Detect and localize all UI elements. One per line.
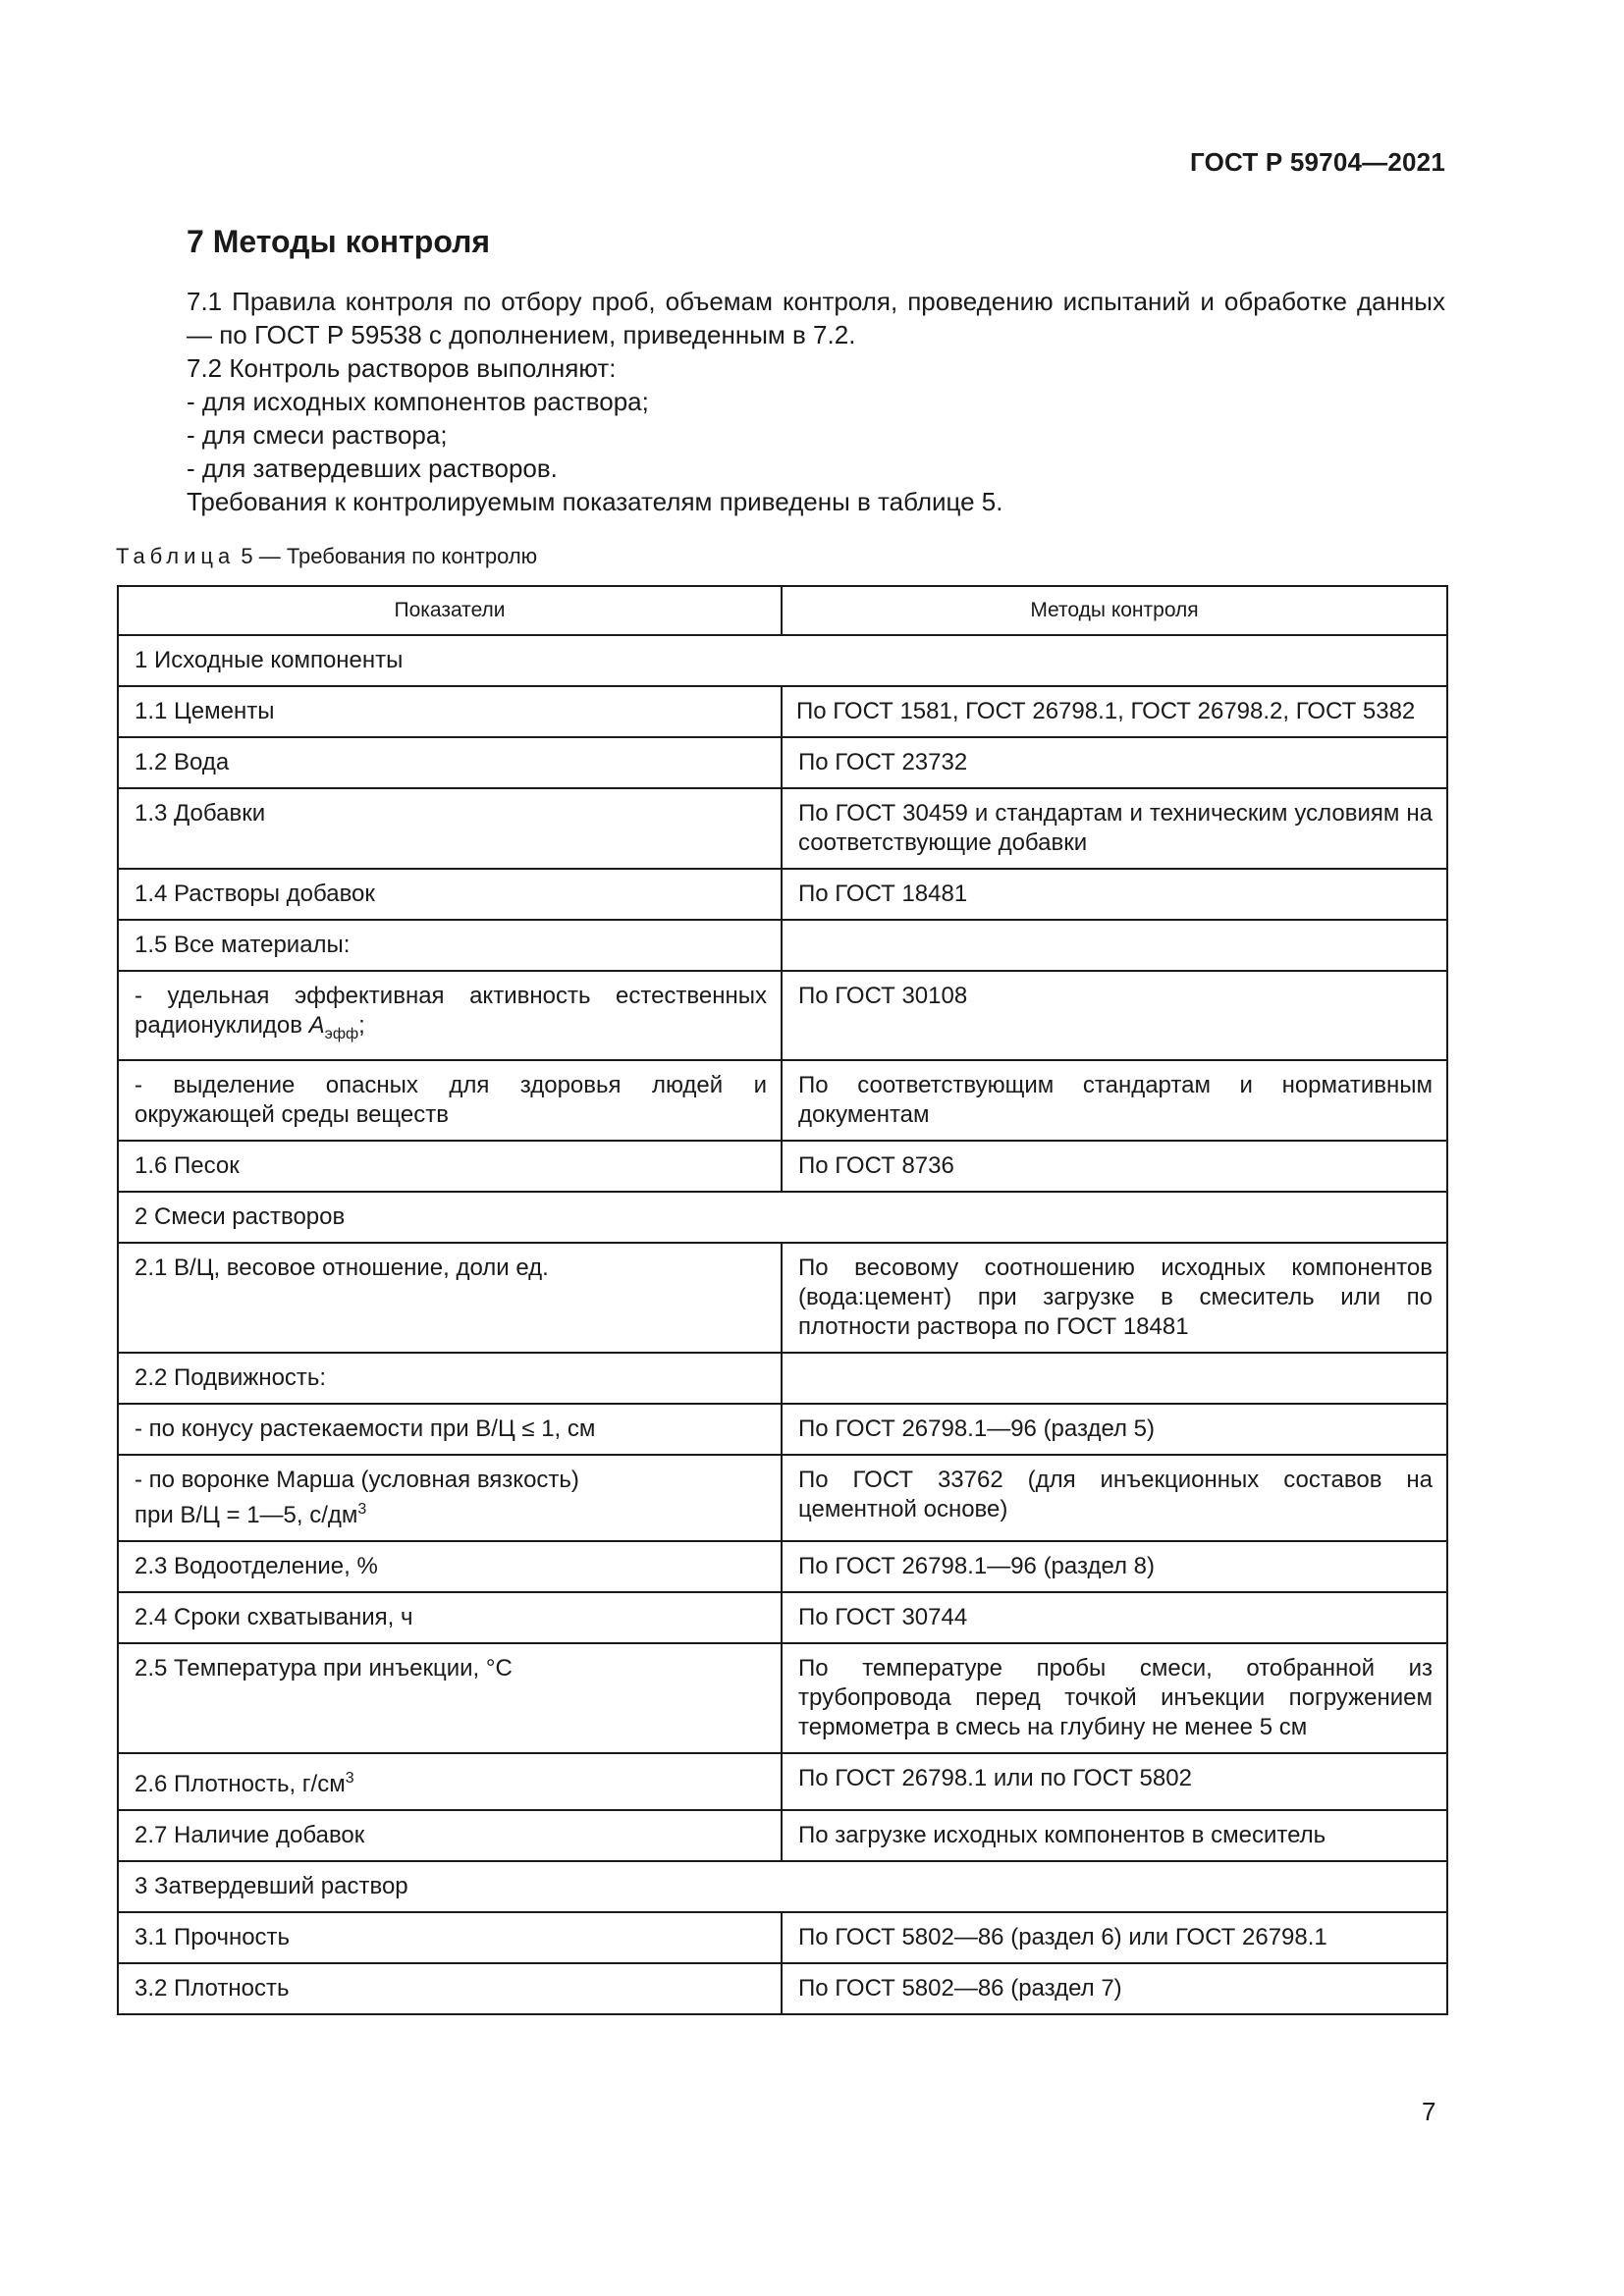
table-row (118, 1141, 1447, 1192)
activity-subscript: эфф (324, 1025, 359, 1042)
requirements-table (117, 585, 1448, 2015)
header-methods: Методы контроля (782, 586, 1447, 635)
paragraph-7-2: 7.2 Контроль растворов выполняют: (187, 353, 617, 383)
table-row (118, 920, 1447, 971)
indicator-cell: 1.4 Растворы добавок (118, 869, 782, 920)
method-cell: По загрузке исходных компонентов в смеситель (782, 1810, 1447, 1861)
table-row (118, 1753, 1447, 1810)
list-item: - для затвердевших растворов. (187, 454, 558, 483)
method-cell: По ГОСТ 30744 (782, 1592, 1447, 1643)
section-cell: 2 Смеси растворов (118, 1192, 1447, 1243)
table-row (118, 737, 1447, 788)
table-caption (116, 544, 537, 569)
table-row (118, 1455, 1447, 1541)
table-row (118, 1353, 1447, 1404)
table-section-row (118, 1192, 1447, 1243)
indicator-cell (118, 971, 782, 1060)
document-code: ГОСТ Р 59704—2021 (1190, 147, 1445, 177)
indicator-text-end: ; (358, 1012, 365, 1039)
method-cell: По ГОСТ 26798.1 или по ГОСТ 5802 (782, 1753, 1447, 1810)
indicator-cell: 2.3 Водоотделение, % (118, 1541, 782, 1592)
table-row (118, 869, 1447, 920)
page-number: 7 (1422, 2097, 1436, 2126)
indicator-cell: 2.5 Температура при инъекции, °С (118, 1643, 782, 1753)
method-cell: По ГОСТ 30108 (782, 971, 1447, 1060)
table-row (118, 1404, 1447, 1455)
indicator-cell: 1.2 Вода (118, 737, 782, 788)
method-cell: По ГОСТ 23732 (782, 737, 1447, 788)
indicator-cell: 3.2 Плотность (118, 1963, 782, 2014)
indicator-cell: - выделение опасных для здоровья людей и окружающей среды веществ (118, 1060, 782, 1141)
indicator-cell: 1.1 Цементы (118, 686, 782, 737)
method-cell (782, 1353, 1447, 1404)
table-row (118, 1541, 1447, 1592)
indicator-text: при В/Ц = 1—5, с/дм (135, 1501, 358, 1528)
indicator-cell: 3.1 Прочность (118, 1912, 782, 1963)
indicator-cell: 1.5 Все материалы: (118, 920, 782, 971)
table-row (118, 686, 1447, 737)
table-header-row (118, 586, 1447, 635)
method-cell: По ГОСТ 5802—86 (раздел 7) (782, 1963, 1447, 2014)
indicator-text: 2.6 Плотность, г/см (135, 1770, 346, 1797)
table-section-row (118, 1861, 1447, 1912)
activity-symbol: А (308, 1012, 325, 1039)
table-row (118, 1643, 1447, 1753)
unit-superscript: 3 (357, 1500, 367, 1518)
method-cell: По ГОСТ 8736 (782, 1141, 1447, 1192)
method-cell: По соответствующим стандартам и нормативным документам (782, 1060, 1447, 1141)
paragraph-7-1 (116, 285, 1445, 351)
table-row (118, 1912, 1447, 1963)
method-cell: По ГОСТ 26798.1—96 (раздел 5) (782, 1404, 1447, 1455)
section-cell: 1 Исходные компоненты (118, 635, 1447, 686)
indicator-cell: 1.6 Песок (118, 1141, 782, 1192)
method-cell: По ГОСТ 18481 (782, 869, 1447, 920)
indicator-cell: 1.3 Добавки (118, 788, 782, 869)
table-row (118, 1060, 1447, 1141)
indicator-text: - удельная эффективная активность естественных радионуклидов (135, 983, 767, 1039)
table-section-row (118, 635, 1447, 686)
indicator-cell (118, 1455, 782, 1541)
header-indicators: Показатели (118, 586, 782, 635)
section-title: 7 Методы контроля (187, 224, 491, 259)
method-cell (782, 920, 1447, 971)
table-row (118, 788, 1447, 869)
list-item: - для смеси раствора; (187, 420, 448, 450)
table-row (118, 1810, 1447, 1861)
method-cell: По ГОСТ 26798.1—96 (раздел 8) (782, 1541, 1447, 1592)
table-row (118, 1592, 1447, 1643)
method-cell: По ГОСТ 30459 и стандартам и техническим условиям на соответствующие добавки (782, 788, 1447, 869)
indicator-cell: 2.1 В/Ц, весовое отношение, доли ед. (118, 1243, 782, 1353)
method-cell: По ГОСТ 33762 (для инъекционных составов на цементной основе) (782, 1455, 1447, 1541)
unit-superscript: 3 (345, 1769, 354, 1787)
table-row (118, 1963, 1447, 2014)
indicator-cell: 2.7 Наличие добавок (118, 1810, 782, 1861)
section-cell: 3 Затвердевший раствор (118, 1861, 1447, 1912)
indicator-line-2 (135, 1495, 767, 1530)
method-cell: По весовому соотношению исходных компонентов (вода:цемент) при загрузке в смеситель или по плотности раствора по ГОСТ 18481 (782, 1243, 1447, 1353)
method-cell: По температуре пробы смеси, отобранной из трубопровода перед точкой инъекции погружением термометра в смесь на глубину не менее 5 см (782, 1643, 1447, 1753)
indicator-cell: 2.2 Подвижность: (118, 1353, 782, 1404)
indicator-line-1: - по воронке Марша (условная вязкость) (135, 1466, 579, 1493)
table-row (118, 1243, 1447, 1353)
table-row (118, 971, 1447, 1060)
table-reference-sentence: Требования к контролируемым показателям приведены в таблице 5. (187, 487, 1003, 516)
indicator-cell: 2.4 Сроки схватывания, ч (118, 1592, 782, 1643)
indicator-cell: - по конусу растекаемости при В/Ц ≤ 1, см (118, 1404, 782, 1455)
paragraph-7-1-text: 7.1 Правила контроля по отбору проб, объемам контроля, проведению испытаний и обработке данных — по ГОСТ Р 59538 с дополнением, приведенным в 7.2. (187, 287, 1445, 349)
table-caption-text: 5 — Требования по контролю (241, 544, 538, 568)
method-cell: По ГОСТ 1581, ГОСТ 26798.1, ГОСТ 26798.2, ГОСТ 5382 (782, 686, 1447, 737)
indicator-cell (118, 1753, 782, 1810)
method-cell: По ГОСТ 5802—86 (раздел 6) или ГОСТ 26798.1 (782, 1912, 1447, 1963)
table-caption-word: Таблица (116, 544, 236, 568)
list-item: - для исходных компонентов раствора; (187, 387, 649, 416)
